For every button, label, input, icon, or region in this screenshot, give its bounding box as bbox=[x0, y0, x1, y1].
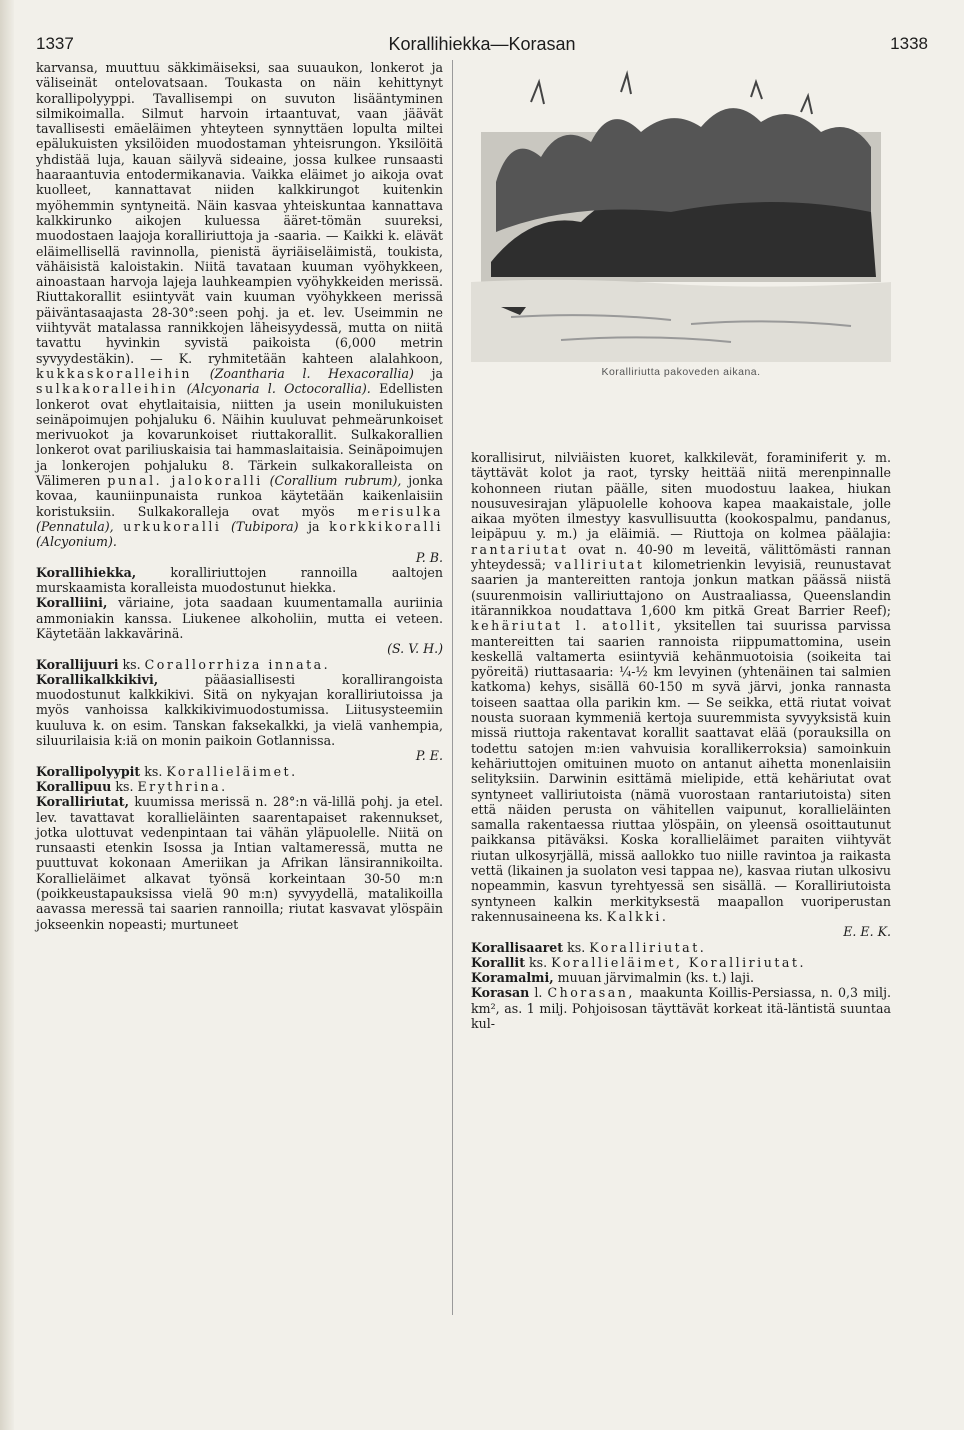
entry-korallijuuri: Korallijuuri ks. Corallorrhiza innata. bbox=[36, 656, 331, 672]
figure-caption: Koralliriutta pakoveden aikana. bbox=[601, 366, 761, 378]
entry-korallipolyypit: Korallipolyypit ks. Korallieläimet. bbox=[36, 763, 298, 779]
column-divider bbox=[452, 60, 453, 1315]
author-signature: P. B. bbox=[415, 549, 443, 565]
entry-korasan: Korasan l. Chorasan, maakunta Koillis-Persiassa, n. 0,3 milj. km², as. 1 milj. Pohjoisosan täyttävät korkeat itä-läntistä suuntaa kul- bbox=[471, 985, 891, 1031]
author-signature: P. E. bbox=[415, 748, 443, 764]
entry-koralliini: Koralliini, väriaine, jota saadaan kuumentamalla auriinia ammoniakin kanssa. Liukenee alkoholiin, mutta ei veteen. Käytetään lakkavärinä. bbox=[36, 595, 443, 641]
entry-korallisaaret: Korallisaaret ks. Koralliriutat. bbox=[471, 939, 707, 955]
paragraph: korallisirut, nilviäisten kuoret, kalkkilevät, foraminiferit y. m. täyttävät kolot ja raot, tyrsky heittää niitä merenpinnalle kohonneen riutan päälle, siten muodostuu laakea, hiukan nousuvesirajan yläpuolelle kohoova kapea maakaistale, jolle aikaa myöten ilmestyy kasvullisuutta (kookospalmu, pandanus, leipäpuu y. m.) ja eläimiä. — Riuttoja on kolmea päälajia: rantariutat ovat n. 40-90 m leveitä, välittömästi rannan yhteydessä; valliriutat kilometrienkin levyisiä, reunustavat saarien ja mantereitten rantoja jonkun matkan päässä niistä (suurenmoisin valliriuttajono on Austraaliassa, Queenslandin itärannikkoa noudattava 1,600 km pitkä Great Barrier Reef); kehäriutat l. atollit, yksitellen tai suurissa parvissa mantereitten tai saarien rannoista riippumattomina, usein keskellä valtamerta esiintyviä kehänmuotoisia (soikeita tai pyöreitä) riuttasaaria: ¼-½ km levyinen (yhtenäinen tai salmien katkoma) kehys, sisällä 60-150 m syvä järvi, jonka rannasta toiseen saattaa olla parikin km. — Se seikka, että riutat voivat nousta suoraan kymmeniä kertoja suuremmista syvyyksistä kuin missä riuttoja rakentavat korallit saattavat elää (porauksilla on todettu satojen m:ien vahvuisia korallikerroksia) samoinkuin kehäriuttojen omituinen muoto on antanut aihetta monenlaisiin selityksiin. Darwinin esittämä mielipide, että kehäriutat ovat syntyneet valliriutoista (nämä vuorostaan rantariutoista) siten että näiden perusta on vähitellen vaipunut, korallieläinten samalla rakentaessa riuttaa ylöspäin, on yleensä osoittautunut paikkansa pitäväksi. Koska korallieläimet paraiten viihtyvät riutan ulkosyrjällä, missä aallokko tuo niille ravintoa ja raikasta vettä (likainen ja suolaton vesi tappaa ne), kasvaa riutan ulkosivu nopeammin, kasvun tyrehtyessä sen sisällä. — Koralliriutoista syntyneen kalkin merkityksestä maapallon vuoriperustan rakennusaineena ks. Kalkki. bbox=[471, 450, 891, 924]
right-column bbox=[471, 450, 891, 1031]
entry-koramalmi: Koramalmi, muuan järvimalmin (ks. t.) laji. bbox=[471, 970, 755, 986]
figure bbox=[471, 62, 891, 384]
page-number-right: 1338 bbox=[890, 34, 928, 53]
entry-korallipuu: Korallipuu ks. Erythrina. bbox=[36, 778, 228, 794]
author-signature: E. E. K. bbox=[843, 924, 891, 940]
entry-korallit: Korallit ks. Korallieläimet, Koralliriutat. bbox=[471, 954, 806, 970]
left-column bbox=[36, 60, 443, 932]
coral-reef-photo bbox=[471, 62, 891, 362]
entry-koralliriutat: Koralliriutat, kuumissa merissä n. 28°:n vä-lillä pohj. ja etel. lev. tavattavat korallieläinten saarentapaiset rakennukset, jotka ulottuvat vedenpintaan tai vähän yläpuolelle. Niitä on runsaasti etenkin Isossa ja Intian valtameressä, mutta ne puuttuvat kokonaan Ameriikan ja Afrikan länsirannikoilta. Korallieläimet alkavat työnsä korkeintaan 30-50 m:n (poikkeustapauksissa vielä 90 m:n) syvyydellä, matalikoilla aavassa meressä tai saarien rannoilla; riutat kasvavat ylöspäin jokseenkin nopeasti; murtuneet bbox=[36, 794, 443, 932]
page-binding-edge bbox=[0, 0, 14, 1430]
paragraph: karvansa, muuttuu säkkimäiseksi, saa suuaukon, lonkerot ja väliseinät ontelovatsaan. Toukasta on näin kehittynyt korallipolyyppi. Tavallisempi on suvuton lisääntyminen silmikoimalla. Silmut harvoin irtaantuvat, vaan jäävät tavallisesti emäeläimen yhteyteen synnyttäen lopulta miltei epälukuisten yksilöiden muodostaman yhteisrungon. Yksilöitä yhdistää luja, kauan säilyvä sideaine, jossa kulkee runsaasti haaraantuvia entodermikanavia. Vaikka eläimet jo aikoja ovat kuolleet, kannattavat niiden kalkkirungot kuitenkin myöhemmin syntyneitä. Näin kasvaa yhteiskuntaa kannattava kalkkirunko aikojen kuluessa ääret-tömän suureksi, muodostaen laajoja koralliriuttoja ja -saaria. — Kaikki k. elävät eläimellisellä ravinnolla, pienistä äyriäiseläimistä, toukista, vähäisistä kaloistakin. Niitä tavataan kuuman vyöhykkeen, ainoastaan harvoja lajeja lauhkeampien vyöhykkeiden merissä. Riuttakorallit esiintyvät vain kuuman vyöhykkeen merissä päiväntasaajasta 28-30°:seen pohj. ja et. lev. Useimmin ne viihtyvät matalassa rannikkojen läheisyydessä, mutta on niitä tavattu hyvinkin syvistä paikoista (6,000 metrin syvyydestäkin). — K. ryhmitetään kahteen alalahkoon, kukkaskoralleihin (Zoantharia l. Hexacorallia) ja sulkakoralleihin (Alcyonaria l. Octocorallia). Edellisten lonkerot ovat ehytlaitaisia, niitten ja usein monilukuisten seinäpoimujen pohjaluku 6. Näihin kuuluvat pehmeärunkoiset merivuokot ja kovarunkoiset riuttakorallit. Sulkakorallien lonkerot ovat pariliuskaisia tai hammaslaitaisia. Seinäpoimujen ja lonkerojen pohjaluku 8. Tärkein sulkakoralleista on Välimeren punal. jalokoralli (Corallium rubrum), jonka kovaa, kauniinpunaista runkoa käytetään kaikenlaisiin koristuksiin. Sulkakoralleja ovat myös merisulka (Pennatula), urkukoralli (Tubipora) ja korkkikoralli (Alcyonium). bbox=[36, 60, 444, 550]
entry-korallikalkkikivi: Korallikalkkikivi, pääasiallisesti korallirangoista muodostunut kalkkikivi. Sitä on nykyajan koralliriutoissa ja myös vanhoissa kalkkikivimuodostumissa. Liitusysteemiin kuuluva k. on esim. Tanskan faksekalkki, ja vielä vanhempia, siluurilaisia k:iä on monin paikoin Gotlannissa. bbox=[36, 671, 443, 749]
page-number-left: 1337 bbox=[36, 34, 74, 53]
entry-korallihiekka: Korallihiekka, koralliriuttojen rannoilla aaltojen murskaamista koralleista muodostunut hiekka. bbox=[36, 564, 443, 596]
running-header bbox=[36, 34, 928, 56]
author-signature: (S. V. H.) bbox=[387, 641, 443, 657]
running-title: Korallihiekka—Korasan bbox=[388, 34, 576, 54]
